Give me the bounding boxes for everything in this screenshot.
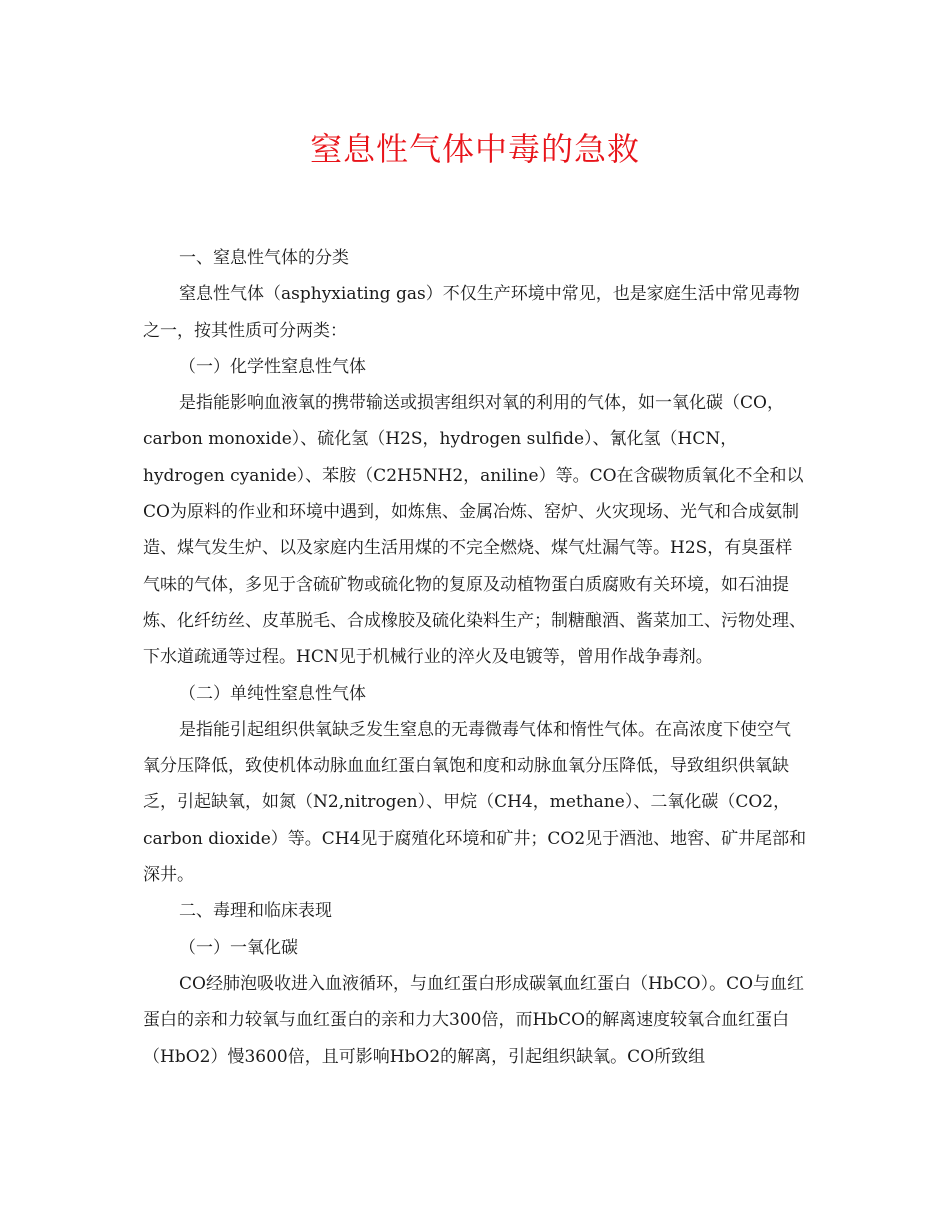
document-title: 窒息性气体中毒的急救 — [309, 130, 640, 168]
section-heading-1: 一、窒息性气体的分类 — [179, 248, 349, 268]
simple-gases-paragraph: 是指能引起组织供氧缺乏发生窒息的无毒微毒气体和惰性气体。在高浓度下使空气氧分压降低，致使机体动脉血血红蛋白氧饱和度和动脉血氧分压降低，导致组织供氧缺乏，引起缺氧，如氮（N2,nitrogen）、甲烷（CH4，methane）、二氧化碳（CO2，carbon dioxide）等。CH4见于腐殖化环境和矿井；CO2见于酒池、地窖、矿井尾部和深井。 — [143, 719, 807, 886]
subheading-simple-gases: （二）单纯性窒息性气体 — [179, 683, 366, 704]
intro-paragraph: 窒息性气体（asphyxiating gas）不仅生产环境中常见，也是家庭生活中常见毒物之一，按其性质可分两类： — [143, 284, 800, 341]
carbon-monoxide-paragraph: CO经肺泡吸收进入血液循环，与血红蛋白形成碳氧血红蛋白（HbCO）。CO与血红蛋白的亲和力较氧与血红蛋白的亲和力大300倍，而HbCO的解离速度较氧合血红蛋白（HbO2）慢3600倍，且可影响HbO2的解离，引起组织缺氧。CO所致组 — [143, 973, 805, 1067]
document-body — [143, 240, 807, 1075]
subheading-carbon-monoxide: （一）一氧化碳 — [179, 937, 298, 958]
section-heading-2: 二、毒理和临床表现 — [179, 901, 332, 922]
subheading-chemical-gases: （一）化学性窒息性气体 — [179, 356, 366, 377]
chemical-gases-paragraph: 是指能影响血液氧的携带输送或损害组织对氧的利用的气体，如一氧化碳（CO，carbon monoxide）、硫化氢（H2S，hydrogen sulfide）、氰化氢（HCN，hydrogen cyanide）、苯胺（C2H5NH2，aniline）等。CO在含碳物质氧化不全和以CO为原料的作业和环境中遇到，如炼焦、金属冶炼、窑炉、火灾现场、光气和合成氨制造、煤气发生炉、以及家庭内生活用煤的不完全燃烧、煤气灶漏气等。H2S，有臭蛋样气味的气体，多见于含硫矿物或硫化物的复原及动植物蛋白质腐败有关环境，如石油提炼、化纤纺丝、皮革脱毛、合成橡胶及硫化染料生产；制糖酿酒、酱菜加工、污物处理、下水道疏通等过程。HCN见于机械行业的淬火及电镀等，曾用作战争毒剂。 — [143, 393, 806, 668]
